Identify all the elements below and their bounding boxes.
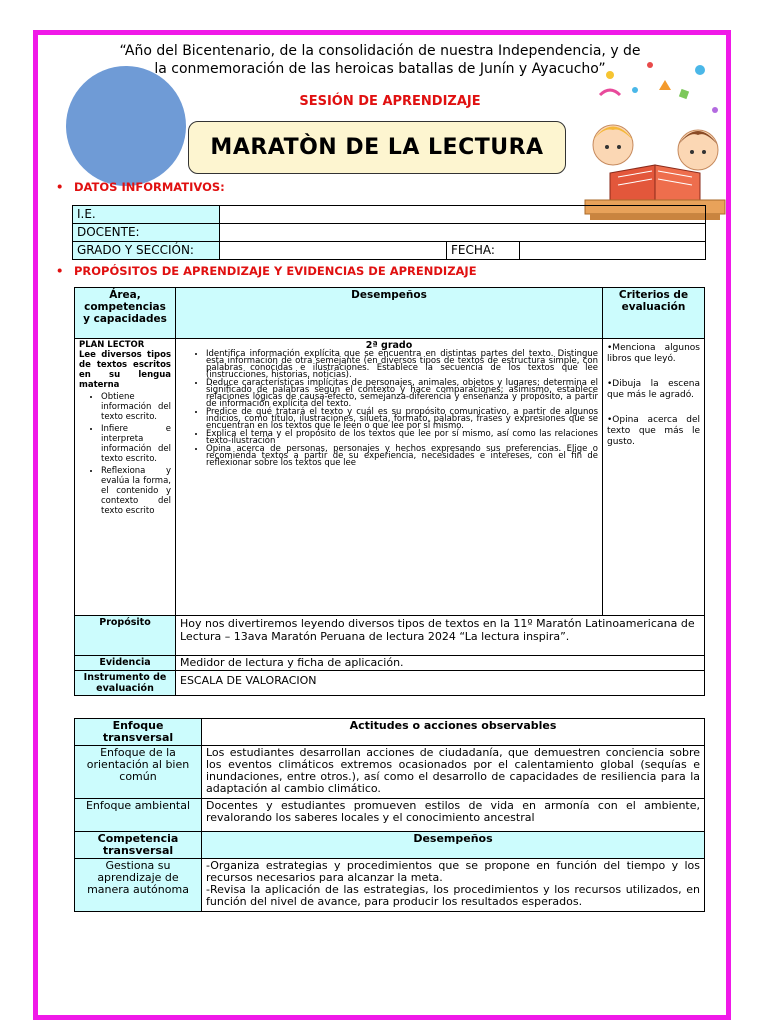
fecha-label: FECHA: — [447, 242, 520, 260]
header-line-1: “Año del Bicentenario, de la consolidación de nuestra Independencia, y de — [119, 43, 641, 59]
main-title: MARATÒN DE LA LECTURA — [210, 135, 544, 160]
fecha-value — [520, 242, 706, 260]
list-item: • Explica el tema y el propósito de los textos que lee por sí mismo, así como las relaciones texto-ilustración — [206, 431, 598, 445]
transversal-table — [74, 718, 705, 912]
grado-value — [220, 242, 447, 260]
decorative-circle — [66, 66, 186, 186]
docente-label: DOCENTE: — [73, 224, 220, 242]
instrumento-text: ESCALA DE VALORACION — [176, 671, 705, 696]
competencia-text: Lee diversos tipos de textos escritos en su lengua materna — [79, 350, 171, 390]
grado-label: 2ª grado — [365, 340, 413, 351]
list-item: • Identifica información explícita que se encuentra en distintas partes del texto. Distingue esta información de otra semejante (en diversos tipos de textos de estructura simple, con palabras conocidas e ilustraciones. Establece la secuencia de los textos que lee (instrucciones, historias, noticias). — [206, 351, 598, 379]
enfoque-cell: Enfoque ambiental — [75, 799, 202, 832]
accion-cell: Los estudiantes desarrollan acciones de ciudadanía, que demuestren conciencia sobre los eventos climáticos extremos ocasionados por el calentamiento global (sequías e inundaciones, entre otros.), así como el desarrollo de capacidades de resiliencia para la adaptación al cambio climático. — [202, 746, 705, 799]
desempenos-header: Desempeños — [202, 832, 705, 859]
list-item: • Deduce características implícitas de personajes, animales, objetos y lugares; determina el significado de palabras según el contexto y hace comparaciones; asimismo, establece relaciones lógicas de causa-efecto, semejanza-diferencia y enseñanza y propósito, a partir de información explícita del texto. — [206, 380, 598, 408]
section-propositos-heading — [56, 264, 477, 278]
competencia-cell — [75, 339, 176, 616]
desempenos-cell — [202, 859, 705, 912]
proposito-label: Propósito — [75, 616, 176, 656]
kids-reading-illustration — [580, 55, 730, 225]
header-area: Área, competencias y capacidades — [75, 288, 176, 339]
list-item: • Reflexiona y evalúa la forma, el contenido y contexto del texto escrito — [101, 466, 171, 516]
criterio-item: •Dibuja la escena que más le agradó. — [607, 379, 700, 400]
enfoque-cell: Enfoque de la orientación al bien común — [75, 746, 202, 799]
section-propositos-label: PROPÓSITOS DE APRENDIZAJE Y EVIDENCIAS DE APRENDIZAJE — [74, 264, 477, 278]
evidencia-label: Evidencia — [75, 656, 176, 671]
header-line-2: la conmemoración de las heroicas batallas de Junín y Ayacucho” — [154, 61, 606, 77]
competencia-cell: Gestiona su aprendizaje de manera autónoma — [75, 859, 202, 912]
desempeno-item: -Revisa la aplicación de las estrategias, los procedimientos y los recursos utilizados, en función del nivel de avance, para producir los resultados esperados. — [206, 883, 700, 908]
list-item: • Obtiene información del texto escrito. — [101, 392, 171, 422]
plan-lector-label: PLAN LECTOR — [79, 340, 145, 350]
actitudes-header: Actitudes o acciones observables — [202, 719, 705, 746]
criterios-cell — [603, 339, 705, 616]
enfoque-header: Enfoque transversal — [75, 719, 202, 746]
bullet-icon: • — [56, 264, 64, 278]
accion-cell: Docentes y estudiantes promueven estilos de vida en armonía con el ambiente, revalorando los saberes locales y el conocimiento ancestral — [202, 799, 705, 832]
section-datos-heading — [56, 180, 225, 194]
docente-value — [220, 224, 706, 242]
session-title: SESIÓN DE APRENDIZAJE — [299, 94, 481, 109]
main-title-box — [188, 121, 566, 174]
instrumento-label: Instrumento de evaluación — [75, 671, 176, 696]
header-criterios: Criterios de evaluación — [603, 288, 705, 339]
datos-table — [72, 205, 706, 260]
criterio-item: •Opina acerca del texto que más le gusto. — [607, 415, 700, 447]
grado-label: GRADO Y SECCIÓN: — [73, 242, 220, 260]
section-datos-label: DATOS INFORMATIVOS: — [74, 180, 225, 194]
bullet-icon: • — [56, 180, 64, 194]
competencia-header: Competencia transversal — [75, 832, 202, 859]
ie-label: I.E. — [73, 206, 220, 224]
list-item: • Infiere e interpreta información del texto escrito. — [101, 424, 171, 464]
header-desempenos: Desempeños — [176, 288, 603, 339]
desempeno-item: -Organiza estrategias y procedimientos que se propone en función del tiempo y los recursos necesarios para alcanzar la meta. — [206, 859, 700, 884]
criterio-item: •Menciona algunos libros que leyó. — [607, 343, 700, 364]
list-item: • Predice de qué tratará el texto y cuál es su propósito comunicativo, a partir de algunos indicios, como título, ilustraciones, silueta, formato, palabras, frases y expresiones que se encuentran en los textos que le leen o que lee por sí mismo. — [206, 409, 598, 430]
propositos-table — [74, 287, 705, 696]
desempenos-list — [180, 351, 598, 467]
ie-value — [220, 206, 706, 224]
desempenos-cell — [176, 339, 603, 616]
evidencia-text: Medidor de lectura y ficha de aplicación. — [176, 656, 705, 671]
list-item: • Opina acerca de personas, personajes y hechos expresando sus preferencias. Elige o recomienda textos a partir de su experiencia, necesidades e intereses, con el fin de reflexionar sobre los textos que lee — [206, 446, 598, 467]
capacidades-list — [79, 392, 171, 516]
proposito-text: Hoy nos divertiremos leyendo diversos tipos de textos en la 11º Maratón Latinoamericana de Lectura – 13ava Maratón Peruana de lectura 2024 “La lectura inspira”. — [176, 616, 705, 656]
